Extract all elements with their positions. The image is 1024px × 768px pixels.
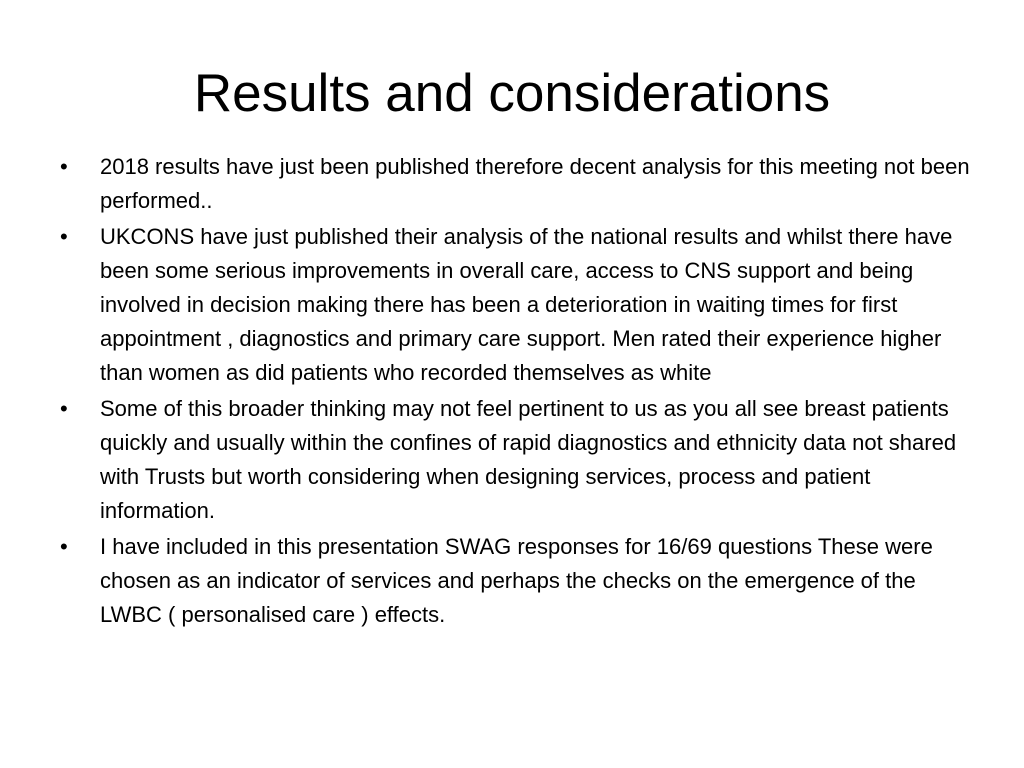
bullet-text: I have included in this presentation SWAG responses for 16/69 questions These were chosen as an indicator of services and perhaps the checks on the emergence of the LWBC ( personalised care ) effects. — [100, 534, 933, 627]
bullet-icon: • — [60, 154, 68, 179]
bullet-item — [60, 150, 970, 218]
slide-title: Results and considerations — [193, 64, 831, 123]
bullet-item — [60, 220, 970, 390]
bullet-item — [60, 392, 970, 528]
bullet-text: UKCONS have just published their analysis of the national results and whilst there have been some serious improvements in overall care, access to CNS support and being involved in decision making there has been a deterioration in waiting times for first appointment , diagnostics and primary care support. Men rated their experience higher than women as did patients who recorded themselves as white — [100, 224, 953, 385]
bullet-icon: • — [60, 224, 68, 249]
bullet-text: 2018 results have just been published therefore decent analysis for this meeting not been performed.. — [100, 154, 970, 213]
bullet-list — [60, 150, 970, 634]
bullet-text: Some of this broader thinking may not feel pertinent to us as you all see breast patients quickly and usually within the confines of rapid diagnostics and ethnicity data not shared with Trusts but worth considering when designing services, process and patient information. — [100, 396, 957, 523]
bullet-icon: • — [60, 396, 68, 421]
bullet-icon: • — [60, 534, 68, 559]
bullet-item — [60, 530, 970, 632]
